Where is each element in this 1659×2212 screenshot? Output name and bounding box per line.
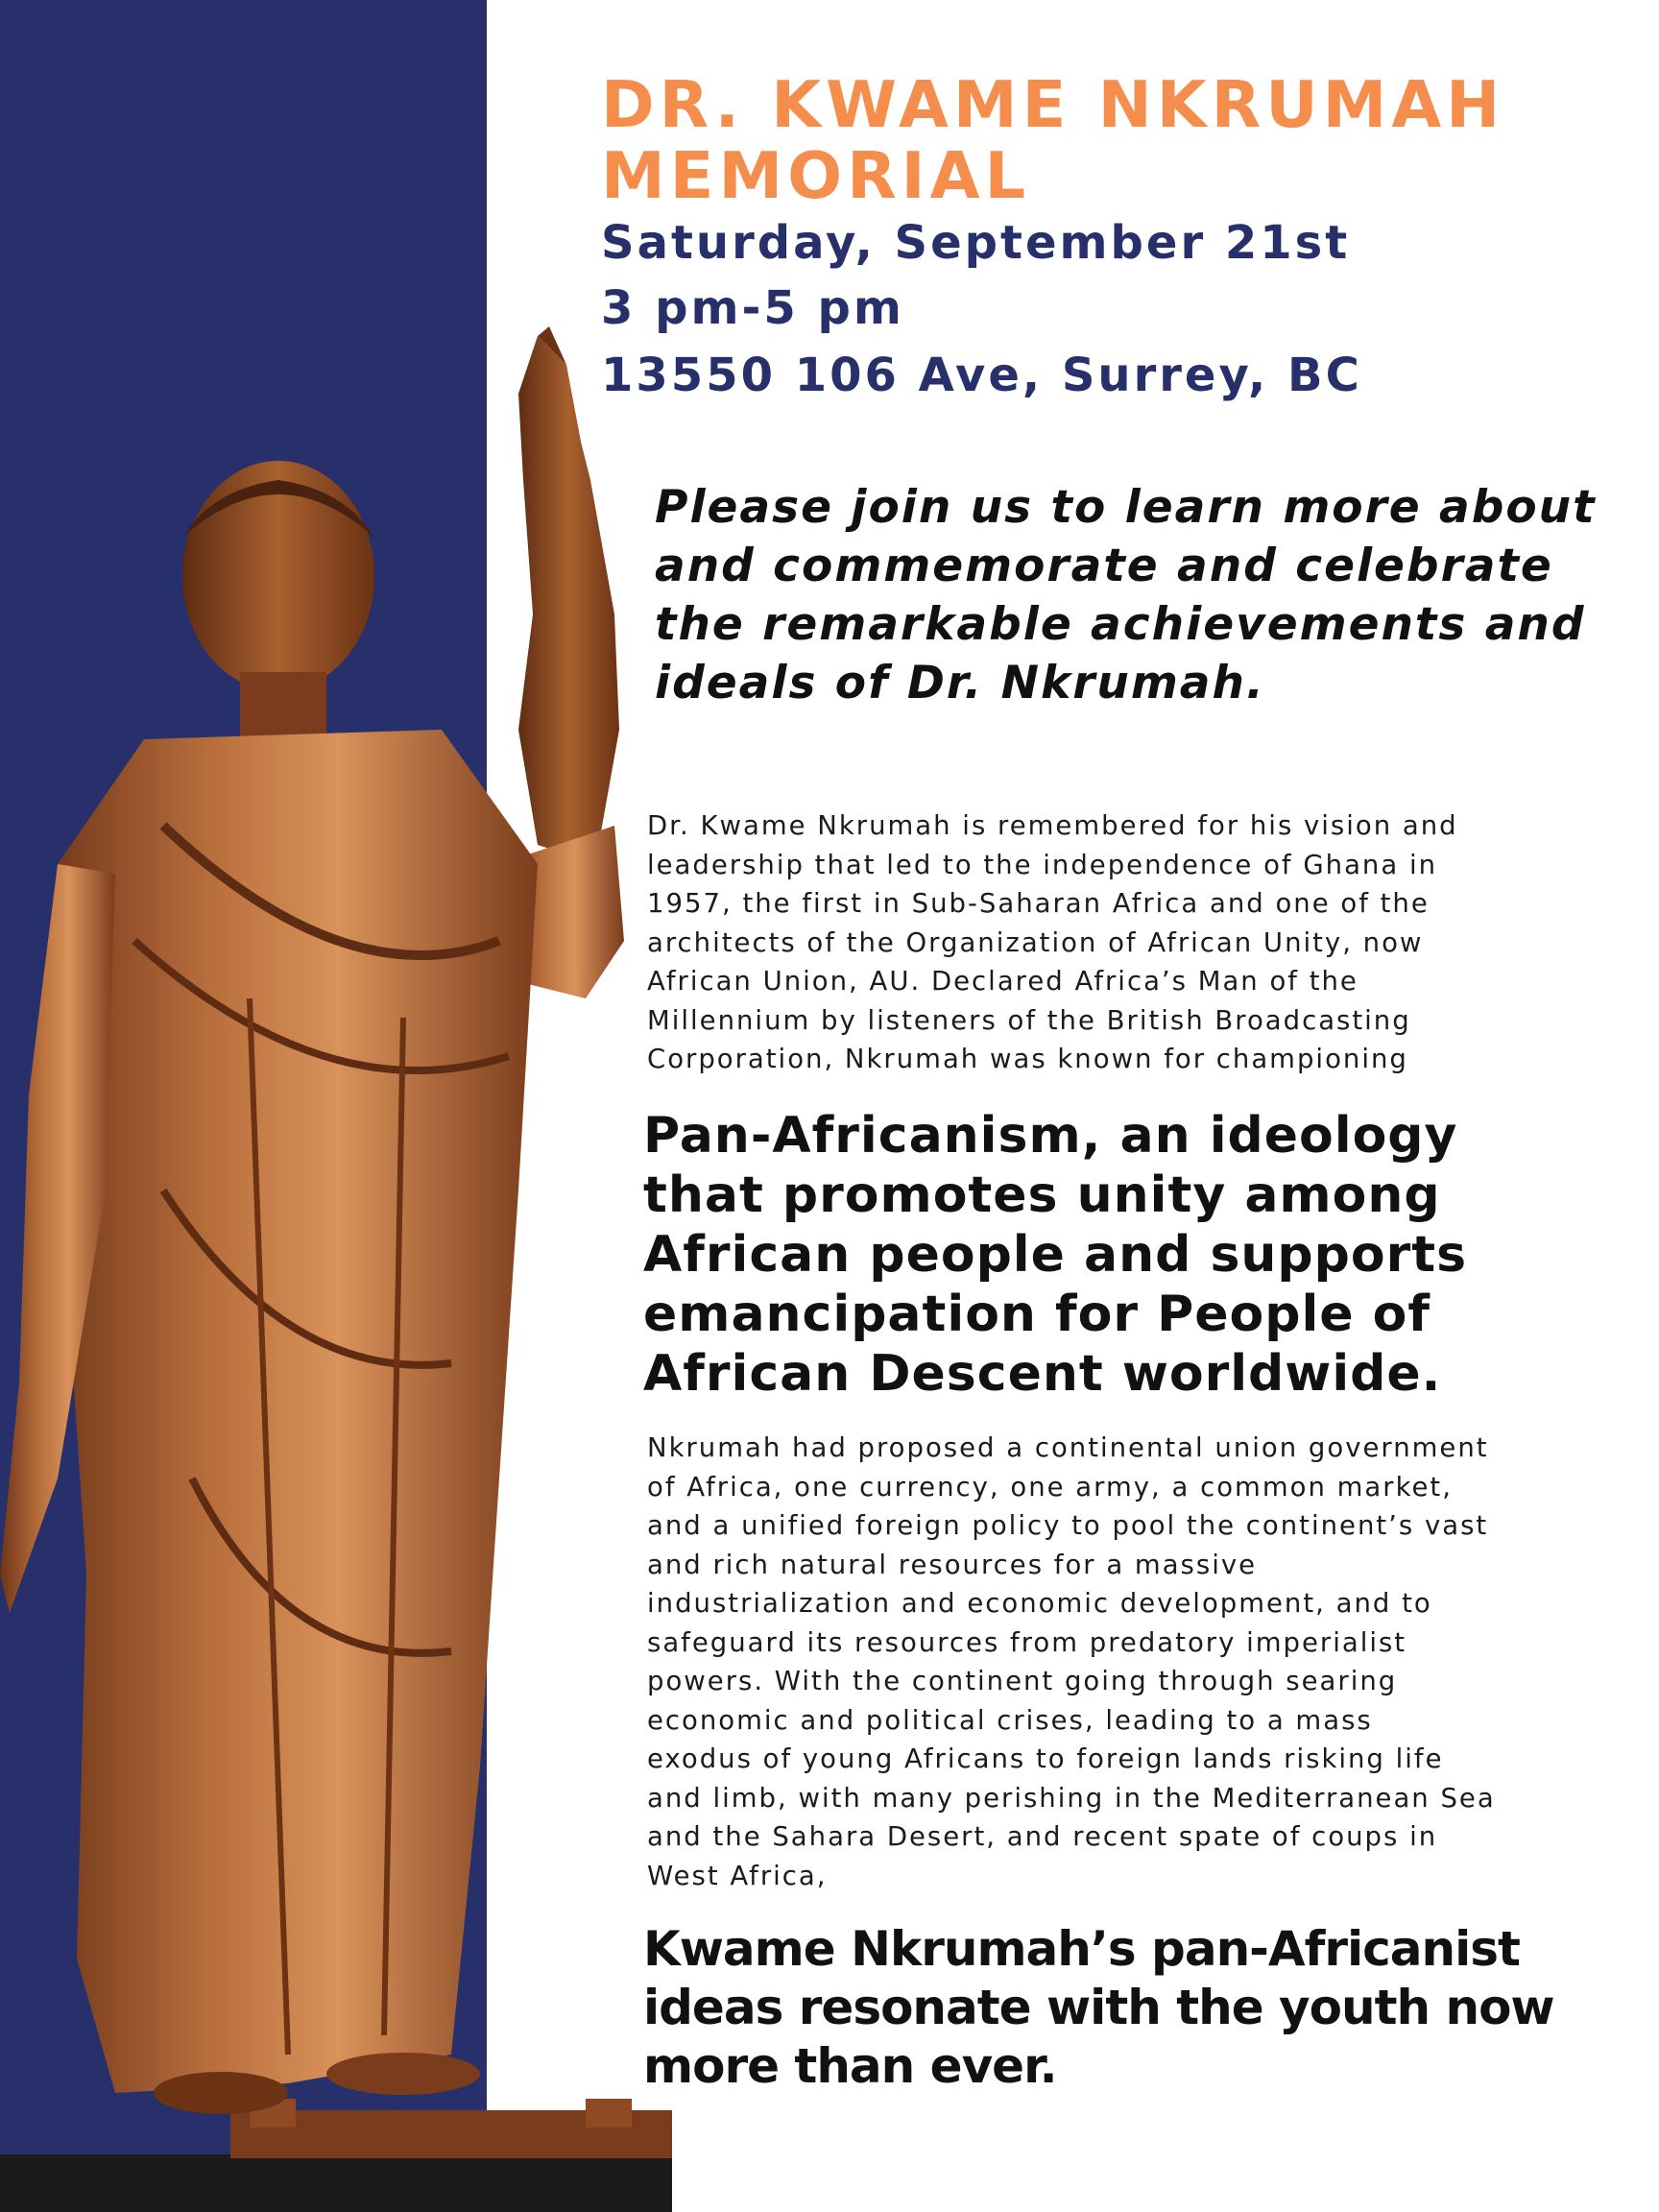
event-time: 3 pm-5 pm (601, 281, 904, 335)
event-address: 13550 106 Ave, Surrey, BC (601, 349, 1362, 402)
statue-head (182, 461, 374, 691)
raised-arm (518, 336, 619, 864)
vision-paragraph: Nkrumah had proposed a continental union government of Africa, one currency, one army, a common market, and a unified foreign policy to pool the continent’s vast and rich natural resources for a massive industrialization and economic development, and to safeguard its resources from predatory imperialist powers. With the continent going through searing economic and political crises, leading to a mass exodus of young Africans to foreign lands risking life and limb, with many perishing in the Mediterranean Sea and the Sahara Desert, and recent spate of coups in West Africa, (647, 1432, 1496, 1891)
closing-highlight: Kwame Nkrumah’s pan-Africanist ideas resonate with the youth now more than ever. (643, 1921, 1554, 2094)
event-date: Saturday, September 21st (601, 216, 1351, 270)
event-title: DR. KWAME NKRUMAH MEMORIAL (601, 67, 1505, 213)
intro-invitation: Please join us to learn more about and commemorate and celebrate the remarkable achievements and ideals of Dr. Nkrumah. (655, 481, 1597, 709)
biography-paragraph: Dr. Kwame Nkrumah is remembered for his vision and leadership that led to the independence of Ghana in 1957, the first in Sub-Saharan Africa and one of the architects of the Organization of African Unity, now African Union, AU. Declared Africa’s Man of the Millennium by listeners of the British Broadcasting Corporation, Nkrumah was known for championing (647, 810, 1458, 1074)
bronze-statue-image (0, 326, 672, 2212)
pan-africanism-highlight: Pan-Africanism, an ideology that promotes unity among African people and supports emancipation for People of African Descent worldwide. (643, 1107, 1468, 1403)
pedestal-block (0, 2154, 672, 2212)
